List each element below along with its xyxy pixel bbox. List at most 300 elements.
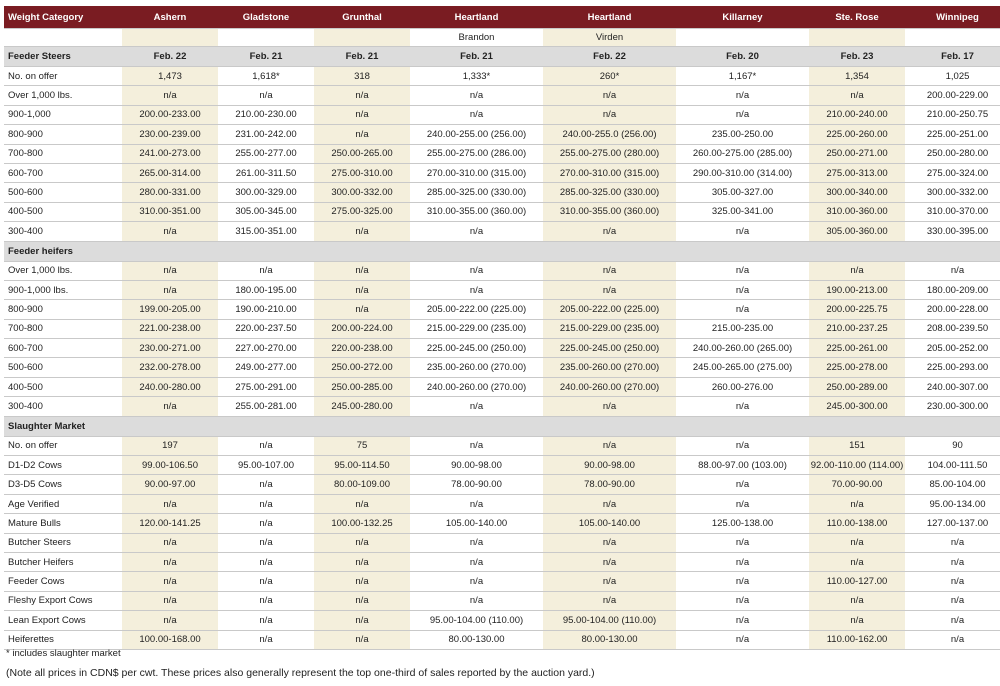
table-cell: n/a [218,533,314,552]
row-label: 500-600 [4,358,122,377]
table-cell: n/a [218,630,314,649]
table-cell: 200.00-229.00 [905,86,1000,105]
table-cell: n/a [314,533,410,552]
table-cell [122,416,218,436]
table-cell: Feb. 20 [676,47,809,67]
table-cell [676,416,809,436]
section-row [4,416,1000,436]
row-label: 800-900 [4,300,122,319]
row-label: 700-800 [4,144,122,163]
table-cell: 70.00-90.00 [809,475,905,494]
table-cell: 261.00-311.50 [218,163,314,182]
table-cell: n/a [543,105,676,124]
table-cell: n/a [122,280,218,299]
table-cell: 190.00-213.00 [809,280,905,299]
table-cell: n/a [676,300,809,319]
table-row [4,163,1000,182]
table-cell: n/a [410,591,543,610]
table-cell: 300.00-332.00 [905,183,1000,202]
table-cell: Feb. 21 [218,47,314,67]
table-cell: 78.00-90.00 [543,475,676,494]
table-cell: 190.00-210.00 [218,300,314,319]
table-cell: 105.00-140.00 [543,514,676,533]
table-cell: 1,333* [410,67,543,86]
table-cell: 225.00-278.00 [809,358,905,377]
table-cell: Feb. 23 [809,47,905,67]
table-cell: 199.00-205.00 [122,300,218,319]
table-cell: n/a [410,397,543,416]
table-cell: 240.00-307.00 [905,377,1000,396]
col-header: Heartland [543,6,676,29]
table-cell: n/a [410,86,543,105]
table-cell: n/a [314,494,410,513]
table-cell: 197 [122,436,218,455]
table-cell: 80.00-109.00 [314,475,410,494]
col-header: Heartland [410,6,543,29]
table-row [4,533,1000,552]
table-row [4,456,1000,475]
table-cell: n/a [543,280,676,299]
table-cell: 225.00-261.00 [809,339,905,358]
table-cell: n/a [809,494,905,513]
table-cell: n/a [410,436,543,455]
table-cell: 285.00-325.00 (330.00) [543,183,676,202]
table-cell: n/a [676,86,809,105]
table-cell [218,416,314,436]
table-row [4,494,1000,513]
table-cell: n/a [314,86,410,105]
table-cell: 205.00-222.00 (225.00) [543,300,676,319]
row-label: Butcher Steers [4,533,122,552]
table-cell: 235.00-260.00 (270.00) [410,358,543,377]
table-cell: n/a [314,280,410,299]
table-row [4,202,1000,221]
table-cell [314,416,410,436]
table-cell: 200.00-225.75 [809,300,905,319]
table-cell: 250.00-289.00 [809,377,905,396]
table-cell: 95.00-114.50 [314,456,410,475]
table-cell: n/a [314,300,410,319]
row-label: No. on offer [4,436,122,455]
table-row [4,630,1000,649]
table-row [4,280,1000,299]
table-cell: 232.00-278.00 [122,358,218,377]
table-cell: n/a [543,533,676,552]
table-cell: 95.00-107.00 [218,456,314,475]
table-cell: 110.00-138.00 [809,514,905,533]
table-cell: Feb. 17 [905,47,1000,67]
table-cell: 310.00-355.00 (360.00) [543,202,676,221]
table-cell: n/a [543,591,676,610]
table-cell: 200.00-228.00 [905,300,1000,319]
table-cell: n/a [314,222,410,241]
table-cell: n/a [122,397,218,416]
table-row [4,300,1000,319]
table-cell: n/a [122,533,218,552]
row-label: 500-600 [4,183,122,202]
table-cell: 104.00-111.50 [905,456,1000,475]
table-cell [676,241,809,261]
table-cell: 92.00-110.00 (114.00) [809,456,905,475]
table-cell: 230.00-239.00 [122,125,218,144]
table-cell: 227.00-270.00 [218,339,314,358]
table-cell: n/a [410,533,543,552]
table-cell: 240.00-280.00 [122,377,218,396]
table-cell: n/a [676,397,809,416]
table-cell: 127.00-137.00 [905,514,1000,533]
table-body [4,47,1000,650]
table-row [4,144,1000,163]
table-cell: 255.00-275.00 (280.00) [543,144,676,163]
table-cell: n/a [122,494,218,513]
table-cell: n/a [410,261,543,280]
table-cell: n/a [905,572,1000,591]
table-cell: 275.00-325.00 [314,202,410,221]
table-cell: n/a [543,261,676,280]
row-label: 600-700 [4,163,122,182]
table-row [4,514,1000,533]
table-cell: 210.00-250.75 [905,105,1000,124]
table-cell: n/a [218,572,314,591]
table-cell: 255.00-275.00 (286.00) [410,144,543,163]
table-cell: 1,354 [809,67,905,86]
table-cell: 230.00-300.00 [905,397,1000,416]
table-cell [809,416,905,436]
subheader-cell [122,29,218,47]
table-cell: 1,025 [905,67,1000,86]
table-cell: 240.00-255.0 (256.00) [543,125,676,144]
table-cell: n/a [676,572,809,591]
table-cell: 245.00-300.00 [809,397,905,416]
table-cell: n/a [218,591,314,610]
row-label: Heiferettes [4,630,122,649]
table-cell: 1,167* [676,67,809,86]
table-cell: 1,473 [122,67,218,86]
table-cell: n/a [122,611,218,630]
cattle-price-table [4,6,1000,650]
row-label: 400-500 [4,377,122,396]
table-cell: n/a [905,552,1000,571]
section-label: Feeder Steers [4,47,122,67]
table-cell: n/a [218,552,314,571]
table-cell: n/a [218,514,314,533]
table-cell: 260.00-276.00 [676,377,809,396]
table-row [4,552,1000,571]
table-cell: 78.00-90.00 [410,475,543,494]
col-header: Gladstone [218,6,314,29]
table-cell: 310.00-351.00 [122,202,218,221]
table-cell: 208.00-239.50 [905,319,1000,338]
table-cell: 305.00-360.00 [809,222,905,241]
row-label: 600-700 [4,339,122,358]
table-cell: 80.00-130.00 [410,630,543,649]
table-cell: 100.00-132.25 [314,514,410,533]
table-cell: n/a [676,280,809,299]
table-cell: n/a [410,105,543,124]
row-label: 300-400 [4,397,122,416]
table-row [4,105,1000,124]
table-cell: 90 [905,436,1000,455]
table-cell: n/a [314,261,410,280]
row-label: Feeder Cows [4,572,122,591]
row-label: D3-D5 Cows [4,475,122,494]
table-cell [218,241,314,261]
header-row [4,6,1000,29]
table-cell: n/a [314,105,410,124]
table-cell: 245.00-265.00 (275.00) [676,358,809,377]
table-cell: Feb. 21 [314,47,410,67]
table-cell [809,241,905,261]
table-cell: 90.00-97.00 [122,475,218,494]
table-cell: 310.00-360.00 [809,202,905,221]
table-cell: 105.00-140.00 [410,514,543,533]
table-cell: 260* [543,67,676,86]
subheader-cell [314,29,410,47]
table-cell: 120.00-141.25 [122,514,218,533]
table-cell: 250.00-271.00 [809,144,905,163]
table-cell: n/a [410,572,543,591]
table-cell: 75 [314,436,410,455]
table-cell: 315.00-351.00 [218,222,314,241]
table-cell: n/a [218,86,314,105]
table-row [4,475,1000,494]
table-cell: 210.00-237.25 [809,319,905,338]
table-cell: 240.00-260.00 (265.00) [676,339,809,358]
table-row [4,125,1000,144]
table-cell: 151 [809,436,905,455]
col-header: Ste. Rose [809,6,905,29]
table-cell: 300.00-340.00 [809,183,905,202]
table-cell: 88.00-97.00 (103.00) [676,456,809,475]
section-label: Slaughter Market [4,416,122,436]
table-cell [314,241,410,261]
table-cell: 325.00-341.00 [676,202,809,221]
table-cell: n/a [543,397,676,416]
table-cell: n/a [122,552,218,571]
table-cell: 255.00-281.00 [218,397,314,416]
table-cell: 240.00-255.00 (256.00) [410,125,543,144]
table-cell: 290.00-310.00 (314.00) [676,163,809,182]
table-cell: 215.00-229.00 (235.00) [543,319,676,338]
table-cell: 250.00-285.00 [314,377,410,396]
table-cell: n/a [543,436,676,455]
table-cell [905,241,1000,261]
table-cell: n/a [905,261,1000,280]
table-cell [543,416,676,436]
row-label: Over 1,000 lbs. [4,261,122,280]
row-label: 900-1,000 lbs. [4,280,122,299]
table-cell: 318 [314,67,410,86]
table-cell: n/a [809,261,905,280]
row-label: No. on offer [4,67,122,86]
table-row [4,572,1000,591]
table-cell: n/a [809,86,905,105]
table-cell: 249.00-277.00 [218,358,314,377]
table-cell: n/a [410,280,543,299]
table-cell: n/a [543,86,676,105]
table-cell: 210.00-240.00 [809,105,905,124]
table-cell: 255.00-277.00 [218,144,314,163]
table-cell: 200.00-233.00 [122,105,218,124]
table-cell: 250.00-272.00 [314,358,410,377]
table-cell: n/a [122,261,218,280]
table-cell: 235.00-260.00 (270.00) [543,358,676,377]
table-cell: n/a [676,552,809,571]
row-label: 400-500 [4,202,122,221]
table-cell: n/a [676,261,809,280]
table-cell: Feb. 21 [410,47,543,67]
table-cell: n/a [218,436,314,455]
col-header: Winnipeg [905,6,1000,29]
table-cell: n/a [314,552,410,571]
table-cell: 275.00-324.00 [905,163,1000,182]
subheader-row [4,29,1000,47]
table-cell: n/a [218,494,314,513]
row-label: 800-900 [4,125,122,144]
table-row [4,183,1000,202]
table-cell: n/a [543,572,676,591]
row-label: Fleshy Export Cows [4,591,122,610]
table-row [4,261,1000,280]
table-cell: n/a [676,533,809,552]
section-label: Feeder heifers [4,241,122,261]
table-cell: 90.00-98.00 [543,456,676,475]
table-cell: n/a [809,533,905,552]
table-cell: 230.00-271.00 [122,339,218,358]
table-cell: 225.00-251.00 [905,125,1000,144]
table-cell: 100.00-168.00 [122,630,218,649]
table-cell: n/a [676,630,809,649]
table-cell [410,416,543,436]
footnote: * includes slaughter market [6,648,121,659]
table-cell: n/a [218,261,314,280]
table-cell: 180.00-195.00 [218,280,314,299]
table-cell: 80.00-130.00 [543,630,676,649]
table-cell: n/a [809,552,905,571]
subheader-cell [218,29,314,47]
table-cell: n/a [410,222,543,241]
table-cell: n/a [218,611,314,630]
table-cell: 270.00-310.00 (315.00) [543,163,676,182]
table-row [4,358,1000,377]
table-cell: 275.00-310.00 [314,163,410,182]
table-cell: n/a [905,630,1000,649]
table-cell: 305.00-345.00 [218,202,314,221]
table-cell: n/a [122,591,218,610]
table-cell: 110.00-127.00 [809,572,905,591]
table-cell: n/a [905,591,1000,610]
table-cell: n/a [314,572,410,591]
table-row [4,319,1000,338]
table-cell: 260.00-275.00 (285.00) [676,144,809,163]
table-row [4,377,1000,396]
table-cell: Feb. 22 [543,47,676,67]
table-cell: 330.00-395.00 [905,222,1000,241]
subheader-cell: Virden [543,29,676,47]
table-cell: Feb. 22 [122,47,218,67]
table-cell: 240.00-260.00 (270.00) [543,377,676,396]
table-cell: 265.00-314.00 [122,163,218,182]
table-cell: 225.00-245.00 (250.00) [410,339,543,358]
table-cell [905,416,1000,436]
table-cell: n/a [122,222,218,241]
table-cell: n/a [410,494,543,513]
table-cell: 99.00-106.50 [122,456,218,475]
table-row [4,86,1000,105]
table-cell: 225.00-245.00 (250.00) [543,339,676,358]
table-cell: 221.00-238.00 [122,319,218,338]
table-cell: n/a [676,611,809,630]
table-cell: n/a [543,494,676,513]
table-cell: 95.00-134.00 [905,494,1000,513]
table-cell: n/a [676,494,809,513]
table-cell: n/a [809,611,905,630]
row-label: Age Verified [4,494,122,513]
table-cell: 215.00-235.00 [676,319,809,338]
table-cell: n/a [905,533,1000,552]
table-cell: n/a [676,475,809,494]
table-cell: 245.00-280.00 [314,397,410,416]
table-cell: 235.00-250.00 [676,125,809,144]
table-cell: 241.00-273.00 [122,144,218,163]
table-cell: n/a [676,222,809,241]
table-cell: n/a [676,436,809,455]
section-row [4,241,1000,261]
row-label: D1-D2 Cows [4,456,122,475]
table-cell: 310.00-355.00 (360.00) [410,202,543,221]
col-header: Ashern [122,6,218,29]
table-cell: 125.00-138.00 [676,514,809,533]
table-cell: n/a [809,591,905,610]
table-cell: 210.00-230.00 [218,105,314,124]
table-cell: 1,618* [218,67,314,86]
section-row [4,47,1000,67]
table-row [4,591,1000,610]
table-cell: 200.00-224.00 [314,319,410,338]
table-row [4,222,1000,241]
col-header: Grunthal [314,6,410,29]
table-cell: n/a [314,125,410,144]
table-cell: 205.00-222.00 (225.00) [410,300,543,319]
table-row [4,611,1000,630]
subheader-cell [4,29,122,47]
table-cell: n/a [314,630,410,649]
subheader-cell [676,29,809,47]
row-label: Butcher Heifers [4,552,122,571]
table-cell: 250.00-280.00 [905,144,1000,163]
row-label: 300-400 [4,222,122,241]
row-label: Over 1,000 lbs. [4,86,122,105]
table-row [4,436,1000,455]
table-cell: 270.00-310.00 (315.00) [410,163,543,182]
table-cell: 95.00-104.00 (110.00) [543,611,676,630]
table-cell: 250.00-265.00 [314,144,410,163]
subheader-cell: Brandon [410,29,543,47]
table-cell: 300.00-329.00 [218,183,314,202]
table-cell: n/a [122,572,218,591]
col-header: Killarney [676,6,809,29]
table-cell: n/a [218,475,314,494]
table-cell: 275.00-313.00 [809,163,905,182]
table-cell: n/a [314,611,410,630]
table-cell: n/a [676,105,809,124]
row-label: Mature Bulls [4,514,122,533]
table-cell: 215.00-229.00 (235.00) [410,319,543,338]
table-cell: 205.00-252.00 [905,339,1000,358]
table-cell: 231.00-242.00 [218,125,314,144]
table-cell: n/a [543,552,676,571]
table-cell: 275.00-291.00 [218,377,314,396]
